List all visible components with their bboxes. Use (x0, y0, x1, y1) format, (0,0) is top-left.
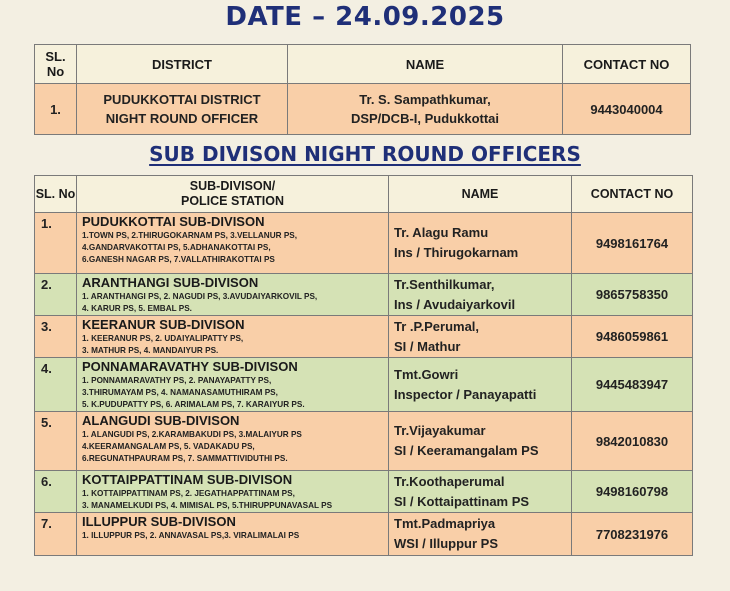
officer-name: Tr. S. Sampathkumar, (359, 92, 491, 107)
contact-number: 9498161764 (572, 213, 693, 274)
police-station-line: 3.THIRUMAYAM PS, 4. NAMANASAMUTHIRAM PS, (82, 388, 278, 397)
officer-cell (389, 274, 572, 316)
table-row (35, 316, 693, 358)
row-sl: 1. (35, 213, 77, 274)
police-station-line: 4.KEERAMANGALAM PS, 5. VADAKADU PS, (82, 442, 255, 451)
header-sl: SL. No (35, 45, 77, 84)
header-contact: CONTACT NO (563, 45, 691, 84)
police-station-line: 3. MANAMELKUDI PS, 4. MIMISAL PS, 5.THIRUPPUNAVASAL PS (82, 501, 333, 510)
officer-designation: SI / Mathur (394, 338, 461, 354)
sub-division-name: KOTTAIPPATTINAM SUB-DIVISON (82, 472, 293, 487)
sub-division-name: PUDUKKOTTAI SUB-DIVISON (82, 214, 265, 229)
unit-cell (77, 471, 389, 513)
row-sl: 5. (35, 412, 77, 471)
contact-number: 9498160798 (572, 471, 693, 513)
police-station-line: 1.TOWN PS, 2.THIRUGOKARNAM PS, 3.VELLANUR PS, (82, 231, 298, 240)
district-line: NIGHT ROUND OFFICER (105, 111, 259, 126)
officer-name: Tr.Koothaperumal (394, 473, 505, 489)
officer-designation: DSP/DCB-I, Pudukkottai (350, 111, 500, 126)
officer-designation: SI / Kottaipattinam PS (394, 493, 530, 509)
sub-division-table (34, 175, 693, 556)
header-unit-line: SUB-DIVISON/ (189, 179, 276, 193)
officer-cell (389, 471, 572, 513)
police-station-line: 1. PONNAMARAVATHY PS, 2. PANAYAPATTY PS, (82, 376, 272, 385)
row-sl: 1. (35, 84, 77, 135)
sub-division-title: SUB DIVISON NIGHT ROUND OFFICERS (149, 142, 581, 166)
officer-cell (389, 412, 572, 471)
sub-division-name: KEERANUR SUB-DIVISON (82, 317, 245, 332)
row-sl: 6. (35, 471, 77, 513)
district-officer-table (34, 44, 691, 135)
header-name: NAME (389, 176, 572, 213)
table-row (35, 471, 693, 513)
unit-cell (77, 213, 389, 274)
sub-division-name: ARANTHANGI SUB-DIVISON (82, 275, 259, 290)
officer-cell (389, 213, 572, 274)
unit-cell (77, 274, 389, 316)
contact-number: 9842010830 (572, 412, 693, 471)
table-row (35, 84, 691, 135)
header-sl: SL. No (35, 176, 77, 213)
contact-number: 9486059861 (572, 316, 693, 358)
police-station-line: 1. KEERANUR PS, 2. UDAIYALIPATTY PS, (82, 334, 244, 343)
officer-cell (389, 316, 572, 358)
police-station-line: 1. KOTTAIPPATTINAM PS, 2. JEGATHAPPATTINAM PS, (82, 489, 295, 498)
contact-number: 9443040004 (563, 84, 691, 135)
district-line: PUDUKKOTTAI DISTRICT (103, 92, 261, 107)
officer-name: Tmt.Padmapriya (394, 516, 496, 531)
police-station-line: 5. K.PUDUPATTY PS, 6. ARIMALAM PS, 7. KARAIYUR PS. (82, 400, 305, 409)
police-station-line: 4.GANDARVAKOTTAI PS, 5.ADHANAKOTTAI PS, (82, 243, 271, 252)
police-station-line: 6.GANESH NAGAR PS, 7.VALLATHIRAKOTTAI PS (82, 255, 275, 264)
header-district: DISTRICT (77, 45, 288, 84)
officer-cell (389, 513, 572, 556)
officer-name: Tr.Senthilkumar, (394, 276, 495, 292)
sub-division-name: ALANGUDI SUB-DIVISON (82, 413, 240, 428)
police-station-line: 1. ARANTHANGI PS, 2. NAGUDI PS, 3.AVUDAIYARKOVIL PS, (82, 292, 318, 301)
header-unit (77, 176, 389, 213)
sub-division-name: ILLUPPUR SUB-DIVISON (82, 514, 236, 529)
sub-table-header (35, 176, 693, 213)
header-name: NAME (288, 45, 563, 84)
table-row (35, 412, 693, 471)
contact-number: 7708231976 (572, 513, 693, 556)
officer-name: Tr.Vijayakumar (394, 423, 486, 438)
sub-division-name: PONNAMARAVATHY SUB-DIVISON (82, 359, 298, 374)
officer-designation: Ins / Thirugokarnam (394, 245, 519, 260)
unit-cell (77, 358, 389, 412)
contact-number: 9445483947 (572, 358, 693, 412)
header-unit-line: POLICE STATION (180, 194, 284, 208)
officer-cell (389, 358, 572, 412)
unit-cell (77, 513, 389, 556)
contact-number: 9865758350 (572, 274, 693, 316)
police-station-line: 4. KARUR PS, 5. EMBAL PS. (82, 304, 192, 313)
table-row (35, 274, 693, 316)
officer-designation: Ins / Avudaiyarkovil (394, 296, 516, 312)
officer-name: Tr .P.Perumal, (394, 318, 480, 334)
sub-table-body (35, 213, 693, 556)
row-sl: 3. (35, 316, 77, 358)
officer-cell (288, 84, 563, 135)
header-contact: CONTACT NO (572, 176, 693, 213)
officer-designation: WSI / Illuppur PS (394, 536, 498, 551)
table-row (35, 358, 693, 412)
police-station-line: 1. ALANGUDI PS, 2.KARAMBAKUDI PS, 3.MALAIYUR PS (82, 430, 302, 439)
officer-name: Tmt.Gowri (394, 366, 459, 382)
district-cell (77, 84, 288, 135)
officer-designation: Inspector / Panayapatti (394, 386, 537, 402)
row-sl: 2. (35, 274, 77, 316)
officer-designation: SI / Keeramangalam PS (394, 443, 539, 458)
date-title: DATE – 24.09.2025 (225, 2, 505, 32)
police-station-line: 6.REGUNATHPAURAM PS, 7. SAMMATTIVIDUTHI PS. (82, 454, 288, 463)
row-sl: 7. (35, 513, 77, 556)
police-station-line: 3. MATHUR PS, 4. MANDAIYUR PS. (82, 346, 219, 355)
unit-cell (77, 412, 389, 471)
row-sl: 4. (35, 358, 77, 412)
district-table-header (35, 45, 691, 84)
table-row (35, 213, 693, 274)
officer-name: Tr. Alagu Ramu (394, 225, 489, 240)
table-row (35, 513, 693, 556)
unit-cell (77, 316, 389, 358)
police-station-line: 1. ILLUPPUR PS, 2. ANNAVASAL PS,3. VIRALIMALAI PS (82, 531, 300, 540)
